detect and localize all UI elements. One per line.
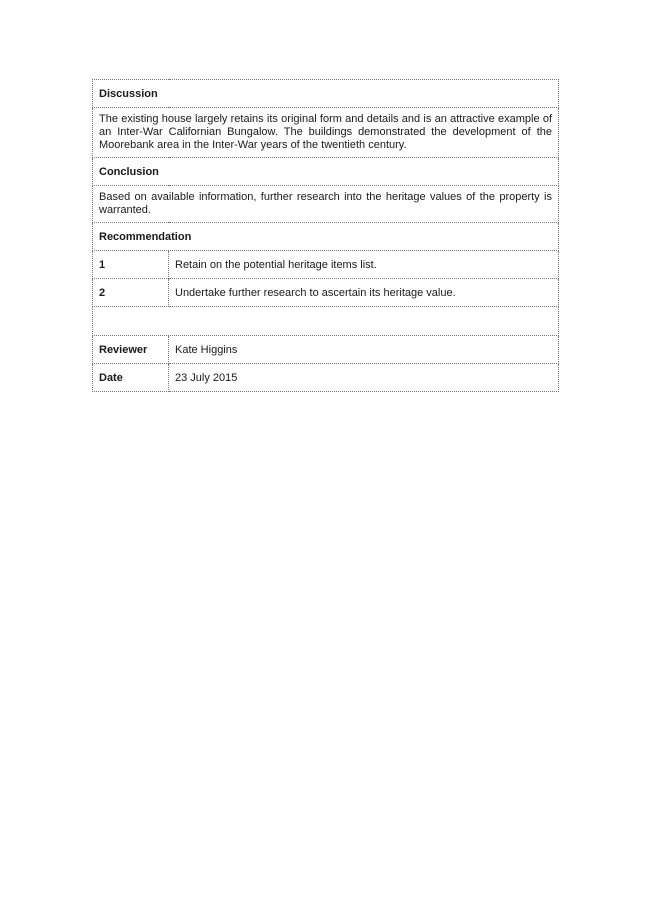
reviewer-value: Kate Higgins [169, 336, 559, 364]
recommendation-number: 2 [93, 279, 169, 307]
reviewer-row [93, 336, 559, 364]
blank-cell [93, 307, 559, 336]
recommendation-text: Undertake further research to ascertain its heritage value. [169, 279, 559, 307]
recommendation-heading-row [93, 223, 559, 251]
heritage-assessment-table [92, 79, 559, 392]
conclusion-heading-row [93, 158, 559, 186]
date-row [93, 364, 559, 392]
discussion-text: The existing house largely retains its original form and details and is an attractive example of an Inter-War Californian Bungalow. The buildings demonstrated the development of the Moorebank area in the Inter-War years of the twentieth century. [93, 108, 559, 158]
blank-row [93, 307, 559, 336]
conclusion-heading: Conclusion [93, 158, 559, 186]
recommendation-heading: Recommendation [93, 223, 559, 251]
discussion-text-row [93, 108, 559, 158]
recommendation-row [93, 251, 559, 279]
date-label: Date [93, 364, 169, 392]
recommendation-row [93, 279, 559, 307]
conclusion-text: Based on available information, further research into the heritage values of the property is warranted. [93, 186, 559, 223]
conclusion-text-row [93, 186, 559, 223]
discussion-heading-row [93, 80, 559, 108]
date-value: 23 July 2015 [169, 364, 559, 392]
discussion-heading: Discussion [93, 80, 559, 108]
recommendation-number: 1 [93, 251, 169, 279]
recommendation-text: Retain on the potential heritage items list. [169, 251, 559, 279]
reviewer-label: Reviewer [93, 336, 169, 364]
